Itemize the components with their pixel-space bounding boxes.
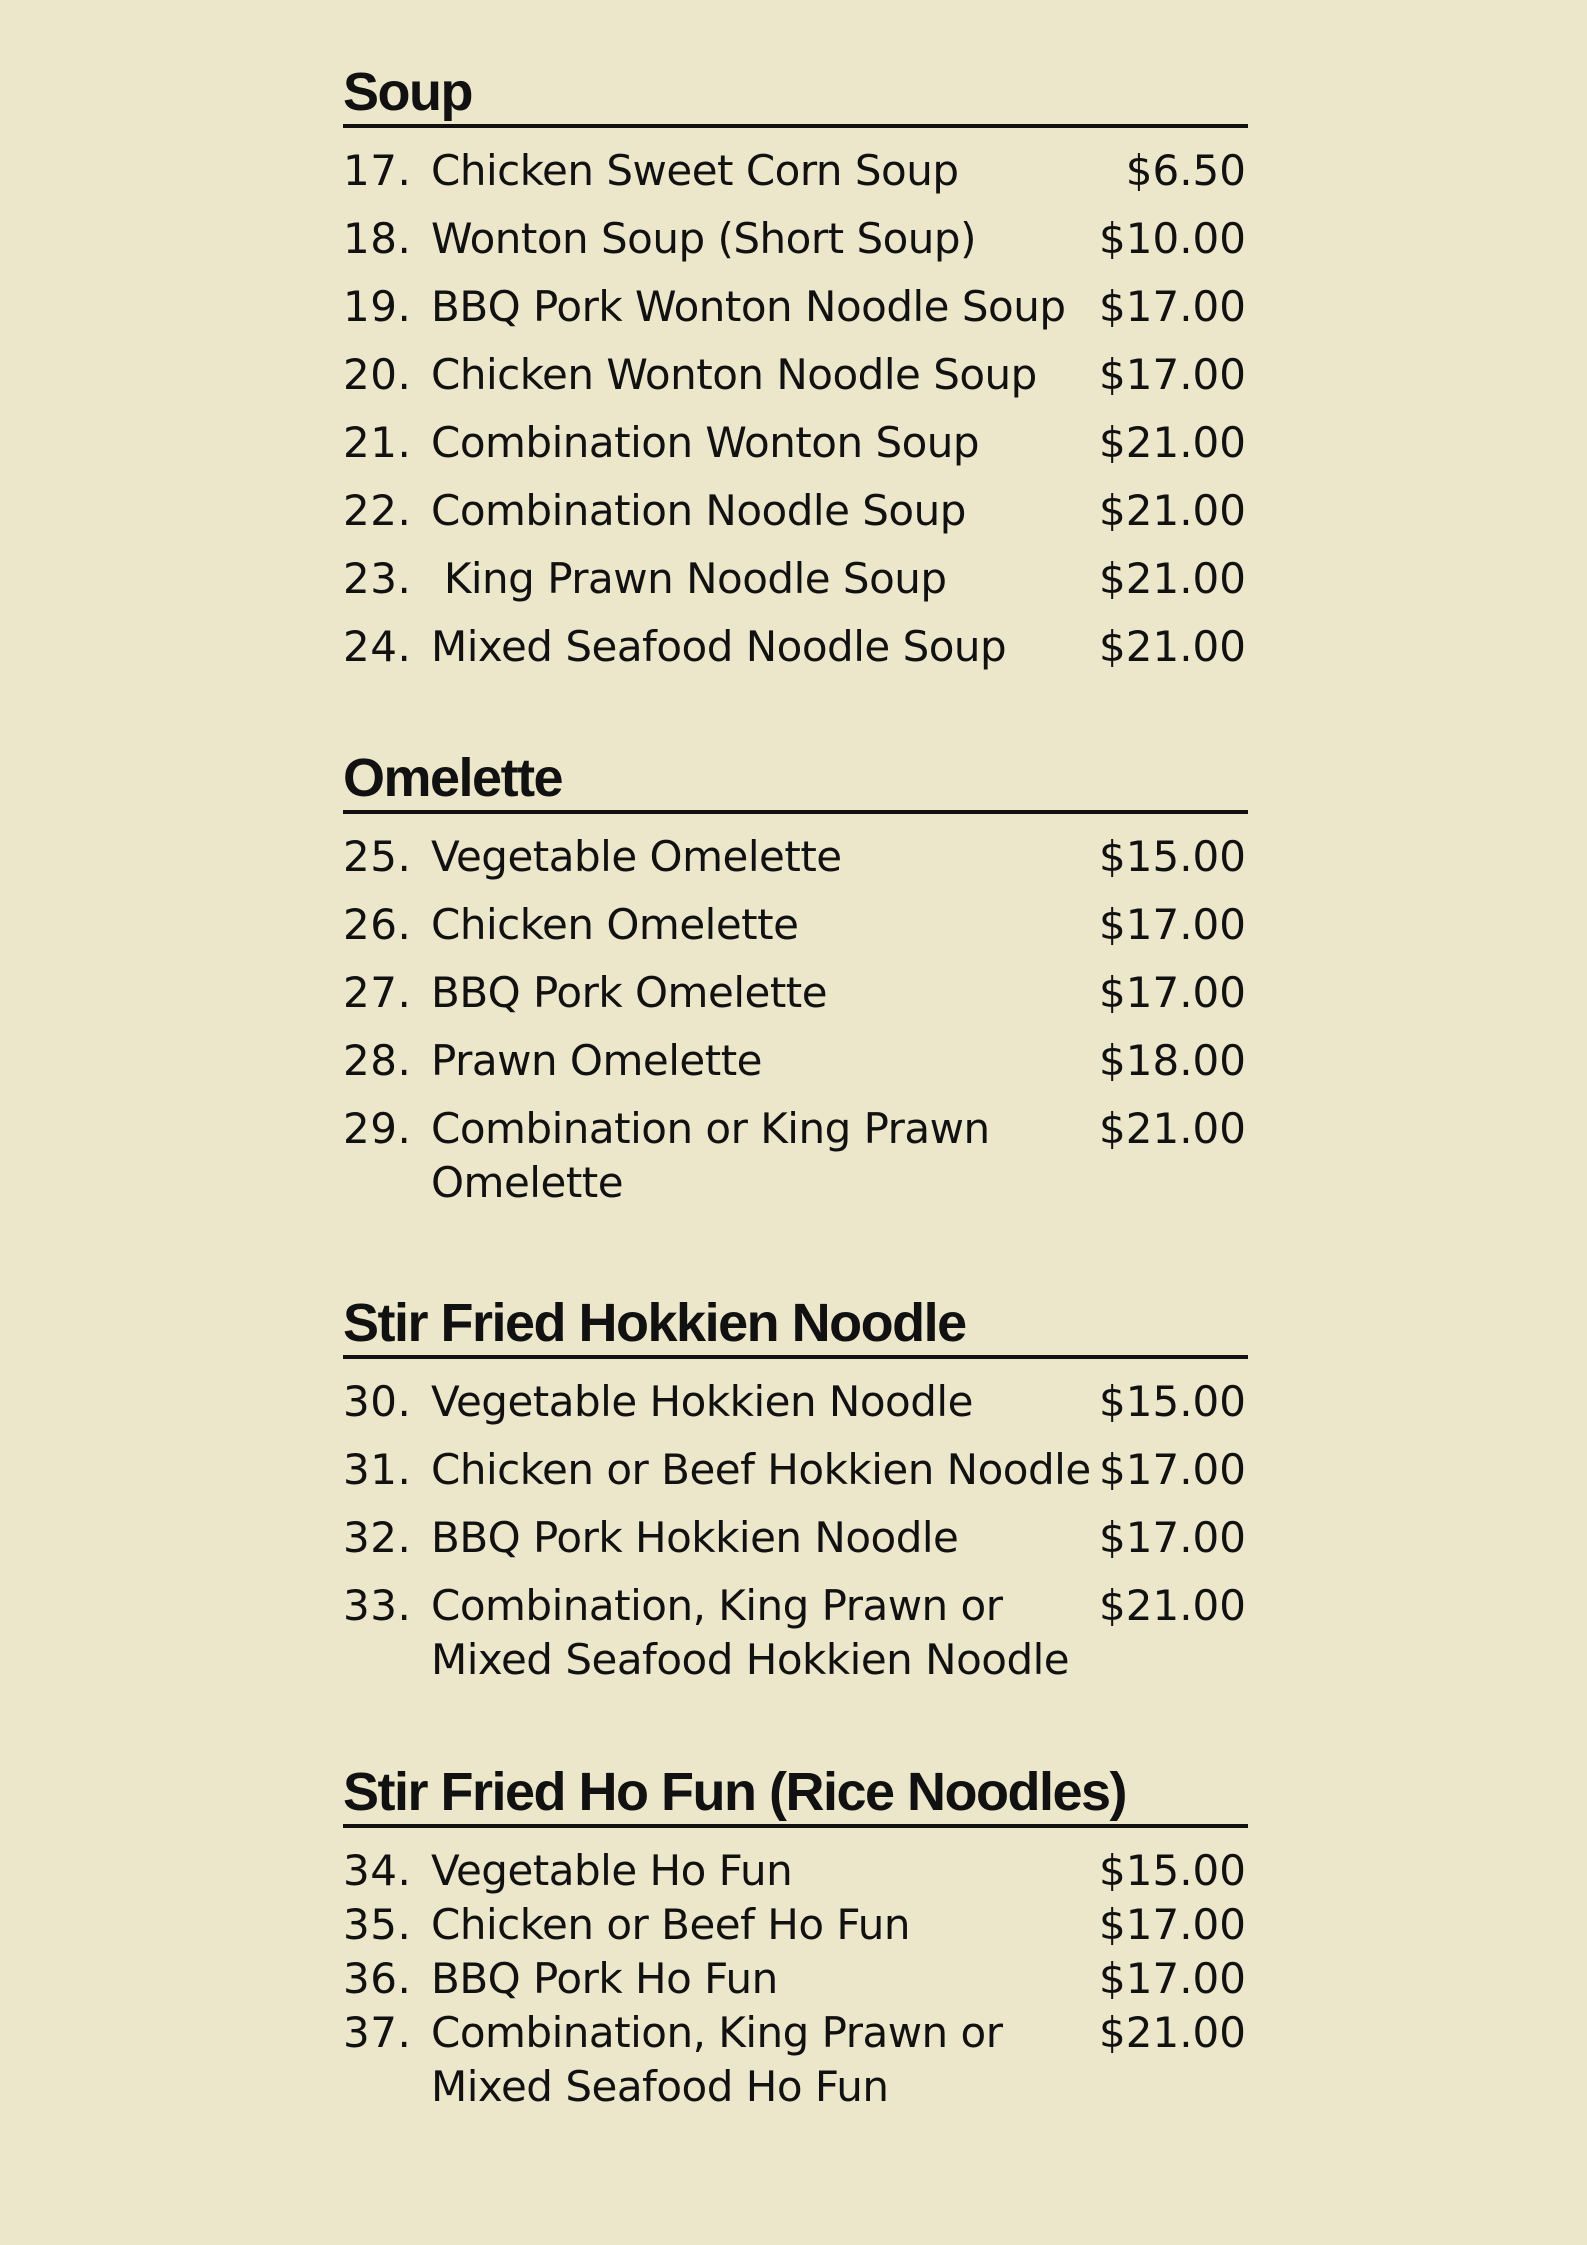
item-price: $21.00	[1099, 554, 1246, 603]
item-price: $17.00	[1099, 282, 1246, 331]
item-price: $15.00	[1099, 1377, 1246, 1426]
item-name: Chicken Sweet Corn Soup	[431, 146, 959, 195]
item-number: 23.	[343, 554, 412, 603]
item-price: $21.00	[1099, 622, 1246, 671]
item-price: $17.00	[1099, 1445, 1246, 1494]
section-spacer	[343, 1225, 1248, 1291]
item-number: 18.	[343, 214, 412, 263]
item-number: 20.	[343, 350, 412, 399]
item-number: 35.	[343, 1900, 412, 1949]
item-number: 24.	[343, 622, 412, 671]
item-price: $21.00	[1099, 486, 1246, 535]
item-name: BBQ Pork Ho Fun	[431, 1954, 778, 2003]
item-number: 22.	[343, 486, 412, 535]
menu-item	[343, 1377, 1248, 1445]
section-ho-fun	[343, 1760, 1248, 2116]
item-name: Combination Noodle Soup	[431, 486, 966, 535]
item-number: 31.	[343, 1445, 412, 1494]
item-number: 36.	[343, 1954, 412, 2003]
item-number: 37.	[343, 2008, 412, 2057]
item-name: Prawn Omelette	[431, 1036, 763, 1085]
section-spacer	[343, 690, 1248, 746]
menu-item	[343, 1900, 1248, 1954]
item-price: $10.00	[1099, 214, 1246, 263]
item-number: 33.	[343, 1581, 412, 1630]
section-hokkien-noodle	[343, 1291, 1248, 1702]
menu-item	[343, 146, 1248, 214]
item-price: $21.00	[1099, 1104, 1246, 1153]
menu-item	[343, 418, 1248, 486]
menu-item	[343, 214, 1248, 282]
item-price: $21.00	[1099, 2008, 1246, 2057]
item-name: Chicken or Beef Ho Fun	[431, 1900, 911, 1949]
item-number: 28.	[343, 1036, 412, 1085]
item-price: $21.00	[1099, 418, 1246, 467]
item-number: 26.	[343, 900, 412, 949]
item-name: Vegetable Omelette	[431, 832, 842, 881]
item-name: BBQ Pork Wonton Noodle Soup	[431, 282, 1066, 331]
menu-item	[343, 1954, 1248, 2008]
section-soup	[343, 60, 1248, 690]
item-price: $17.00	[1099, 1513, 1246, 1562]
item-price: $17.00	[1099, 1954, 1246, 2003]
menu-item	[343, 900, 1248, 968]
item-name: King Prawn Noodle Soup	[431, 554, 947, 603]
item-price: $17.00	[1099, 350, 1246, 399]
item-number: 34.	[343, 1846, 412, 1895]
item-number: 29.	[343, 1104, 412, 1153]
menu-item	[343, 968, 1248, 1036]
item-number: 32.	[343, 1513, 412, 1562]
item-name: Combination Wonton Soup	[431, 418, 980, 467]
item-price: $17.00	[1099, 968, 1246, 1017]
item-price: $15.00	[1099, 1846, 1246, 1895]
item-name: Chicken or Beef Hokkien Noodle	[431, 1445, 1091, 1494]
item-name: Vegetable Ho Fun	[431, 1846, 793, 1895]
item-price: $6.50	[1125, 146, 1246, 195]
menu-item	[343, 622, 1248, 690]
item-name: Combination or King Prawn Omelette	[431, 1104, 990, 1207]
item-number: 17.	[343, 146, 412, 195]
item-price: $18.00	[1099, 1036, 1246, 1085]
item-name: BBQ Pork Hokkien Noodle	[431, 1513, 959, 1562]
item-price: $17.00	[1099, 1900, 1246, 1949]
menu-item	[343, 554, 1248, 622]
menu-item	[343, 282, 1248, 350]
item-price: $15.00	[1099, 832, 1246, 881]
menu-item	[343, 2008, 1248, 2116]
item-name: Mixed Seafood Noodle Soup	[431, 622, 1007, 671]
menu-item	[343, 1445, 1248, 1513]
menu-item	[343, 1513, 1248, 1581]
item-name: BBQ Pork Omelette	[431, 968, 828, 1017]
item-price: $17.00	[1099, 900, 1246, 949]
menu-item	[343, 1104, 1248, 1225]
item-number: 25.	[343, 832, 412, 881]
section-title: Soup	[343, 60, 1248, 128]
item-name: Combination, King Prawn or Mixed Seafood Hokkien Noodle	[431, 1581, 1070, 1684]
item-number: 27.	[343, 968, 412, 1017]
item-name: Vegetable Hokkien Noodle	[431, 1377, 973, 1426]
menu-item	[343, 1581, 1248, 1702]
menu-item	[343, 1036, 1248, 1104]
item-name: Combination, King Prawn or Mixed Seafood Ho Fun	[431, 2008, 1003, 2111]
section-title: Stir Fried Ho Fun (Rice Noodles)	[343, 1760, 1248, 1828]
item-name: Wonton Soup (Short Soup)	[431, 214, 976, 263]
menu-item	[343, 832, 1248, 900]
item-name: Chicken Wonton Noodle Soup	[431, 350, 1037, 399]
menu-item	[343, 350, 1248, 418]
item-name: Chicken Omelette	[431, 900, 799, 949]
menu-item	[343, 1846, 1248, 1900]
item-number: 19.	[343, 282, 412, 331]
item-price: $21.00	[1099, 1581, 1246, 1630]
section-title: Stir Fried Hokkien Noodle	[343, 1291, 1248, 1359]
item-number: 30.	[343, 1377, 412, 1426]
section-spacer	[343, 1702, 1248, 1760]
menu	[343, 60, 1248, 2116]
menu-item	[343, 486, 1248, 554]
item-number: 21.	[343, 418, 412, 467]
section-title: Omelette	[343, 746, 1248, 814]
section-omelette	[343, 746, 1248, 1225]
